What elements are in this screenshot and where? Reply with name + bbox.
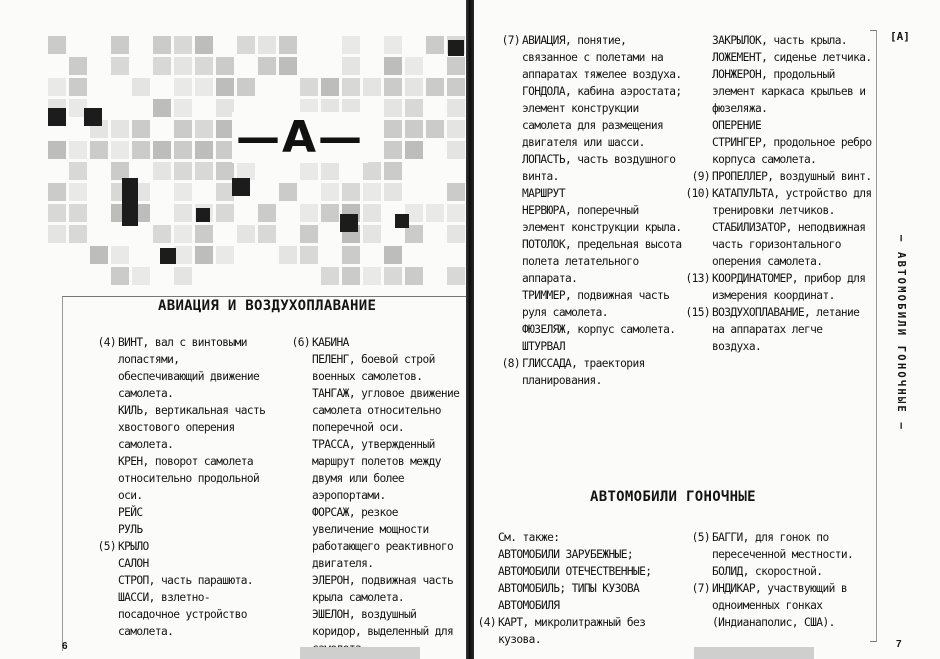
glossary-entry — [522, 151, 687, 185]
glossary-entry — [712, 563, 872, 580]
letter-count: (13) — [685, 272, 710, 285]
entry-text: ГОНДОЛА, кабина аэростата; элемент конструкции самолета для размещения двигателя или шасси. — [522, 85, 682, 149]
mosaic-tile — [69, 78, 87, 96]
left-page — [0, 0, 466, 659]
mosaic-tile — [447, 267, 465, 285]
page-number-right: 7 — [896, 639, 902, 650]
mosaic-tile — [342, 183, 360, 201]
entry-text: КАРТ, микролитражный без кузова. — [498, 616, 646, 646]
margin-rule — [62, 296, 63, 651]
glossary-entry — [691, 529, 872, 563]
section-title-racing-cars: АВТОМОБИЛИ ГОНОЧНЫЕ — [590, 489, 756, 505]
vertical-running-title: – АВТОМОБИЛИ ГОНОЧНЫЕ – — [895, 235, 907, 431]
mosaic-tile — [321, 183, 339, 201]
entry-text: ГЛИССАДА, траектория планирования. — [522, 357, 645, 387]
glossary-entry — [312, 351, 464, 385]
mosaic-tile — [426, 120, 444, 138]
mosaic-tile — [300, 162, 318, 180]
glossary-entry — [691, 580, 872, 631]
glossary-entry — [712, 32, 872, 49]
mosaic-tile — [363, 78, 381, 96]
section-rule — [62, 296, 466, 297]
entry-text: КАБИНА — [312, 336, 349, 349]
glossary-entry — [118, 504, 266, 521]
glossary-entry — [118, 555, 266, 572]
mosaic-tile — [174, 183, 192, 201]
glossary-entry — [118, 402, 266, 453]
glossary-entry — [522, 338, 687, 355]
mosaic-tile — [426, 78, 444, 96]
mosaic-tile — [384, 141, 402, 159]
mosaic-tile — [384, 57, 402, 75]
entry-text: РУЛЬ — [118, 523, 143, 536]
glossary-entry — [498, 546, 673, 614]
letter-count: (5) — [97, 540, 116, 553]
cut-text-edge — [694, 647, 814, 659]
mosaic-tile — [384, 120, 402, 138]
mosaic-tile — [237, 225, 255, 243]
book-spine — [466, 0, 474, 659]
letter-count: (8) — [501, 357, 520, 370]
mosaic-tile — [132, 120, 150, 138]
mosaic-tile — [174, 78, 192, 96]
entry-text: КООРДИНАТОМЕР, прибор для измерения координат. — [712, 272, 866, 302]
mosaic-tile — [384, 267, 402, 285]
page-number-left: 6 — [62, 641, 68, 652]
left-column-2 — [291, 334, 464, 657]
glossary-entry — [118, 572, 266, 589]
mosaic-tile — [447, 99, 465, 117]
mosaic-tile — [258, 204, 276, 222]
glossary-entry — [685, 270, 872, 304]
glossary-entry — [312, 385, 464, 436]
mosaic-tile — [174, 246, 192, 264]
mosaic-tile — [342, 246, 360, 264]
mosaic-tile — [48, 36, 66, 54]
entry-text: ЭШЕЛОН, воздушный коридор, выделенный для — [312, 608, 454, 638]
mosaic-tile — [321, 162, 339, 180]
mosaic-tile — [48, 204, 66, 222]
glossary-entry — [97, 334, 266, 402]
mosaic-tile — [111, 267, 129, 285]
mosaic-tile — [363, 204, 381, 222]
glossary-entry — [118, 521, 266, 538]
entry-text: АВИАЦИЯ, понятие, связанное с полетами на аппаратах тяжелее воздуха. — [522, 34, 682, 81]
entry-text: ЛОПАСТЬ, часть воздушного винта. — [522, 153, 676, 183]
mosaic-tile-dark — [448, 40, 464, 56]
glossary-entry — [498, 529, 673, 546]
mosaic-tile — [216, 57, 234, 75]
mosaic-tile — [405, 120, 423, 138]
mosaic-tile-dark — [84, 108, 102, 126]
rule-tick-bottom — [870, 641, 876, 642]
mosaic-tile — [48, 183, 66, 201]
entry-text: См. также: — [498, 531, 560, 544]
mosaic-tile — [195, 36, 213, 54]
mosaic-tile-dark — [48, 108, 66, 126]
letter-count: (4) — [477, 616, 496, 629]
mosaic-tile — [384, 246, 402, 264]
mosaic-tile — [447, 204, 465, 222]
mosaic-tile — [111, 120, 129, 138]
glossary-entry — [712, 49, 872, 66]
entry-text: ЗАКРЫЛОК, часть крыла. — [712, 34, 847, 47]
mosaic-tile — [279, 57, 297, 75]
mosaic-tile — [69, 162, 87, 180]
mosaic-tile — [195, 120, 213, 138]
mosaic-tile — [174, 36, 192, 54]
entry-text: НЕРВЮРА, поперечный элемент конструкции крыла. — [522, 204, 682, 234]
mosaic-tile — [195, 57, 213, 75]
entry-text: ТРАССА, утвержденный маршрут полетов между двумя или более аэропортами. — [312, 438, 441, 502]
mosaic-tile — [174, 120, 192, 138]
mosaic-tile — [384, 78, 402, 96]
glossary-entry — [312, 436, 464, 504]
glossary-entry — [522, 236, 687, 287]
mosaic-tile — [258, 36, 276, 54]
entry-text: ПРОПЕЛЛЕР, воздушный винт. — [712, 170, 872, 183]
glossary-entry — [522, 287, 687, 321]
glossary-entry — [712, 117, 872, 134]
right-column-2 — [685, 32, 872, 355]
entry-text: ФЮЗЕЛЯЖ, корпус самолета. — [522, 323, 676, 336]
mosaic-tile-dark — [395, 214, 409, 228]
mosaic-tile — [426, 204, 444, 222]
entry-text: БАГГИ, для гонок по пересеченной местности. — [712, 531, 854, 561]
mosaic-tile — [447, 120, 465, 138]
entry-text: ЛОЖЕМЕНТ, сиденье летчика. — [712, 51, 872, 64]
letter-count: (4) — [97, 336, 116, 349]
mosaic-tile — [48, 225, 66, 243]
entry-text: ФОРСАЖ, резкое увеличение мощности работающего реактивного двигателя. — [312, 506, 454, 570]
mosaic-tile — [447, 141, 465, 159]
entry-text: ЛОНЖЕРОН, продольный элемент каркаса крыльев и фюзеляжа. — [712, 68, 866, 115]
letter-count: (6) — [291, 336, 310, 349]
mosaic-tile — [363, 267, 381, 285]
letter-bracket-label: [А] — [890, 30, 910, 43]
mosaic-tile — [69, 183, 87, 201]
mosaic-tile — [174, 267, 192, 285]
mosaic-tile — [174, 57, 192, 75]
mosaic-tile — [321, 204, 339, 222]
mosaic-tile — [237, 36, 255, 54]
mosaic-tile — [111, 141, 129, 159]
mosaic-tile — [174, 141, 192, 159]
mosaic-tile — [153, 36, 171, 54]
mosaic-tile — [195, 162, 213, 180]
mosaic-tile — [216, 246, 234, 264]
entry-text: КАТАПУЛЬТА, устройство для тренировки летчиков. — [712, 187, 872, 217]
mosaic-tile — [132, 141, 150, 159]
mosaic-tile — [69, 204, 87, 222]
entry-text: ШАССИ, взлетно-посадочное устройство самолета. — [118, 591, 247, 638]
mosaic-tile — [384, 99, 402, 117]
right-column-1 — [501, 32, 687, 389]
glossary-entry — [97, 538, 266, 555]
mosaic-tile — [279, 246, 297, 264]
mosaic-tile — [153, 225, 171, 243]
mosaic-tile — [384, 162, 402, 180]
mosaic-tile — [405, 267, 423, 285]
left-column-1 — [97, 334, 266, 640]
letter-count: (7) — [691, 582, 710, 595]
mosaic-tile — [153, 162, 171, 180]
entry-text: ПОТОЛОК, предельная высота полета летательного аппарата. — [522, 238, 682, 285]
right-margin-rule — [876, 30, 877, 642]
mosaic-tile-dark — [340, 214, 358, 232]
glossary-entry — [477, 614, 673, 648]
mosaic-tile — [258, 225, 276, 243]
mosaic-tile — [426, 36, 444, 54]
glossary-entry — [312, 572, 464, 606]
mosaic-tile — [447, 78, 465, 96]
mosaic-tile-dark — [160, 248, 176, 264]
entry-text: МАРШРУТ — [522, 187, 565, 200]
mosaic-tile — [153, 57, 171, 75]
entry-text: ТАНГАЖ, угловое движение самолета относительно поперечной оси. — [312, 387, 460, 434]
glossary-entry — [291, 334, 464, 351]
mosaic-tile — [405, 78, 423, 96]
entry-text: КИЛЬ, вертикальная часть хвостового оперения самолета. — [118, 404, 266, 451]
glossary-entry — [522, 202, 687, 236]
glossary-entry — [712, 219, 872, 270]
mosaic-tile — [405, 57, 423, 75]
letter-count: (9) — [691, 170, 710, 183]
mosaic-tile — [48, 141, 66, 159]
glossary-entry — [501, 32, 687, 83]
right-column-3 — [477, 529, 673, 648]
mosaic-tile — [153, 99, 171, 117]
mosaic-tile — [363, 162, 381, 180]
mosaic-tile — [48, 78, 66, 96]
entry-text: СТРОП, часть парашюта. — [118, 574, 253, 587]
mosaic-tile — [279, 183, 297, 201]
mosaic-tile — [174, 99, 192, 117]
mosaic-tile — [342, 78, 360, 96]
mosaic-tile — [321, 78, 339, 96]
entry-text: ЭЛЕРОН, подвижная часть крыла самолета. — [312, 574, 454, 604]
mosaic-tile-dark — [122, 178, 138, 226]
mosaic-tile — [384, 36, 402, 54]
mosaic-tile — [258, 57, 276, 75]
mosaic-tile-dark — [232, 178, 250, 196]
mosaic-tile — [111, 57, 129, 75]
cut-text-edge — [300, 647, 420, 659]
mosaic-tile — [300, 78, 318, 96]
mosaic-tile — [300, 225, 318, 243]
entry-text: КРЕН, поворот самолета относительно продольной оси. — [118, 455, 260, 502]
glossary-entry — [685, 304, 872, 355]
mosaic-tile — [69, 225, 87, 243]
mosaic-tile — [174, 204, 192, 222]
glossary-entry — [118, 589, 266, 640]
mosaic-tile — [279, 36, 297, 54]
glossary-entry — [712, 134, 872, 168]
mosaic-tile — [195, 78, 213, 96]
letter-count: (15) — [685, 306, 710, 319]
entry-text: ОПЕРЕНИЕ — [712, 119, 762, 132]
entry-text: ВОЗДУХОПЛАВАНИЕ, летание на аппаратах легче воздуха. — [712, 306, 860, 353]
mosaic-tile — [363, 183, 381, 201]
mosaic-tile — [342, 57, 360, 75]
entry-text: ПЕЛЕНГ, боевой строй военных самолетов. — [312, 353, 435, 383]
mosaic-tile — [342, 36, 360, 54]
mosaic-tile — [447, 225, 465, 243]
glossary-entry — [118, 453, 266, 504]
entry-text: КРЫЛО — [118, 540, 149, 553]
glossary-entry — [501, 355, 687, 389]
mosaic-tile — [153, 141, 171, 159]
mosaic-tile-dark — [196, 208, 210, 222]
mosaic-tile — [69, 57, 87, 75]
letter-count: (10) — [685, 187, 710, 200]
mosaic-tile — [405, 141, 423, 159]
letter-count: (5) — [691, 531, 710, 544]
glossary-entry — [712, 66, 872, 117]
right-page — [474, 0, 940, 659]
section-title-aviation: АВИАЦИЯ И ВОЗДУХОПЛАВАНИЕ — [158, 298, 377, 314]
entry-text: ИНДИКАР, участвующий в одноименных гонках (Индианаполис, США). — [712, 582, 847, 629]
entry-text: ШТУРВАЛ — [522, 340, 565, 353]
mosaic-tile — [174, 162, 192, 180]
entry-text: БОЛИД, скоростной. — [712, 565, 823, 578]
mosaic-tile — [195, 225, 213, 243]
big-letter-heading: —А— — [232, 112, 368, 163]
glossary-entry — [522, 185, 687, 202]
glossary-entry — [312, 504, 464, 572]
mosaic-tile — [90, 141, 108, 159]
entry-text: ВИНТ, вал с винтовыми лопастями, обеспечивающий движение самолета. — [118, 336, 260, 400]
glossary-entry — [685, 185, 872, 219]
mosaic-tile — [90, 246, 108, 264]
mosaic-tile — [195, 246, 213, 264]
entry-text: РЕЙС — [118, 506, 143, 519]
entry-text: АВТОМОБИЛИ ЗАРУБЕЖНЫЕ; АВТОМОБИЛИ ОТЕЧЕСТВЕННЫЕ; АВТОМОБИЛЬ; ТИПЫ КУЗОВА АВТОМОБИЛЯ — [498, 548, 652, 612]
entry-text: ТРИММЕР, подвижная часть руля самолета. — [522, 289, 670, 319]
mosaic-tile — [342, 267, 360, 285]
entry-text: СТАБИЛИЗАТОР, неподвижная часть горизонтального оперения самолета. — [712, 221, 866, 268]
entry-text: САЛОН — [118, 557, 149, 570]
entry-text: СТРИНГЕР, продольное ребро корпуса самолета. — [712, 136, 872, 166]
mosaic-tile — [216, 204, 234, 222]
mosaic-tile — [237, 78, 255, 96]
right-column-4 — [691, 529, 872, 631]
mosaic-tile — [300, 246, 318, 264]
mosaic-tile — [174, 225, 192, 243]
mosaic-tile — [132, 78, 150, 96]
mosaic-tile — [300, 204, 318, 222]
mosaic-tile — [132, 267, 150, 285]
letter-count: (7) — [501, 34, 520, 47]
mosaic-tile — [447, 57, 465, 75]
glossary-entry — [522, 83, 687, 151]
rule-tick-top — [870, 30, 876, 31]
mosaic-tile — [447, 183, 465, 201]
mosaic-tile — [111, 246, 129, 264]
mosaic-tile — [69, 141, 87, 159]
mosaic-tile — [195, 141, 213, 159]
mosaic-tile — [363, 225, 381, 243]
glossary-entry — [522, 321, 687, 338]
mosaic-tile — [111, 36, 129, 54]
mosaic-tile — [384, 183, 402, 201]
mosaic-tile — [321, 267, 339, 285]
mosaic-tile — [405, 99, 423, 117]
glossary-entry — [691, 168, 872, 185]
mosaic-tile — [216, 78, 234, 96]
